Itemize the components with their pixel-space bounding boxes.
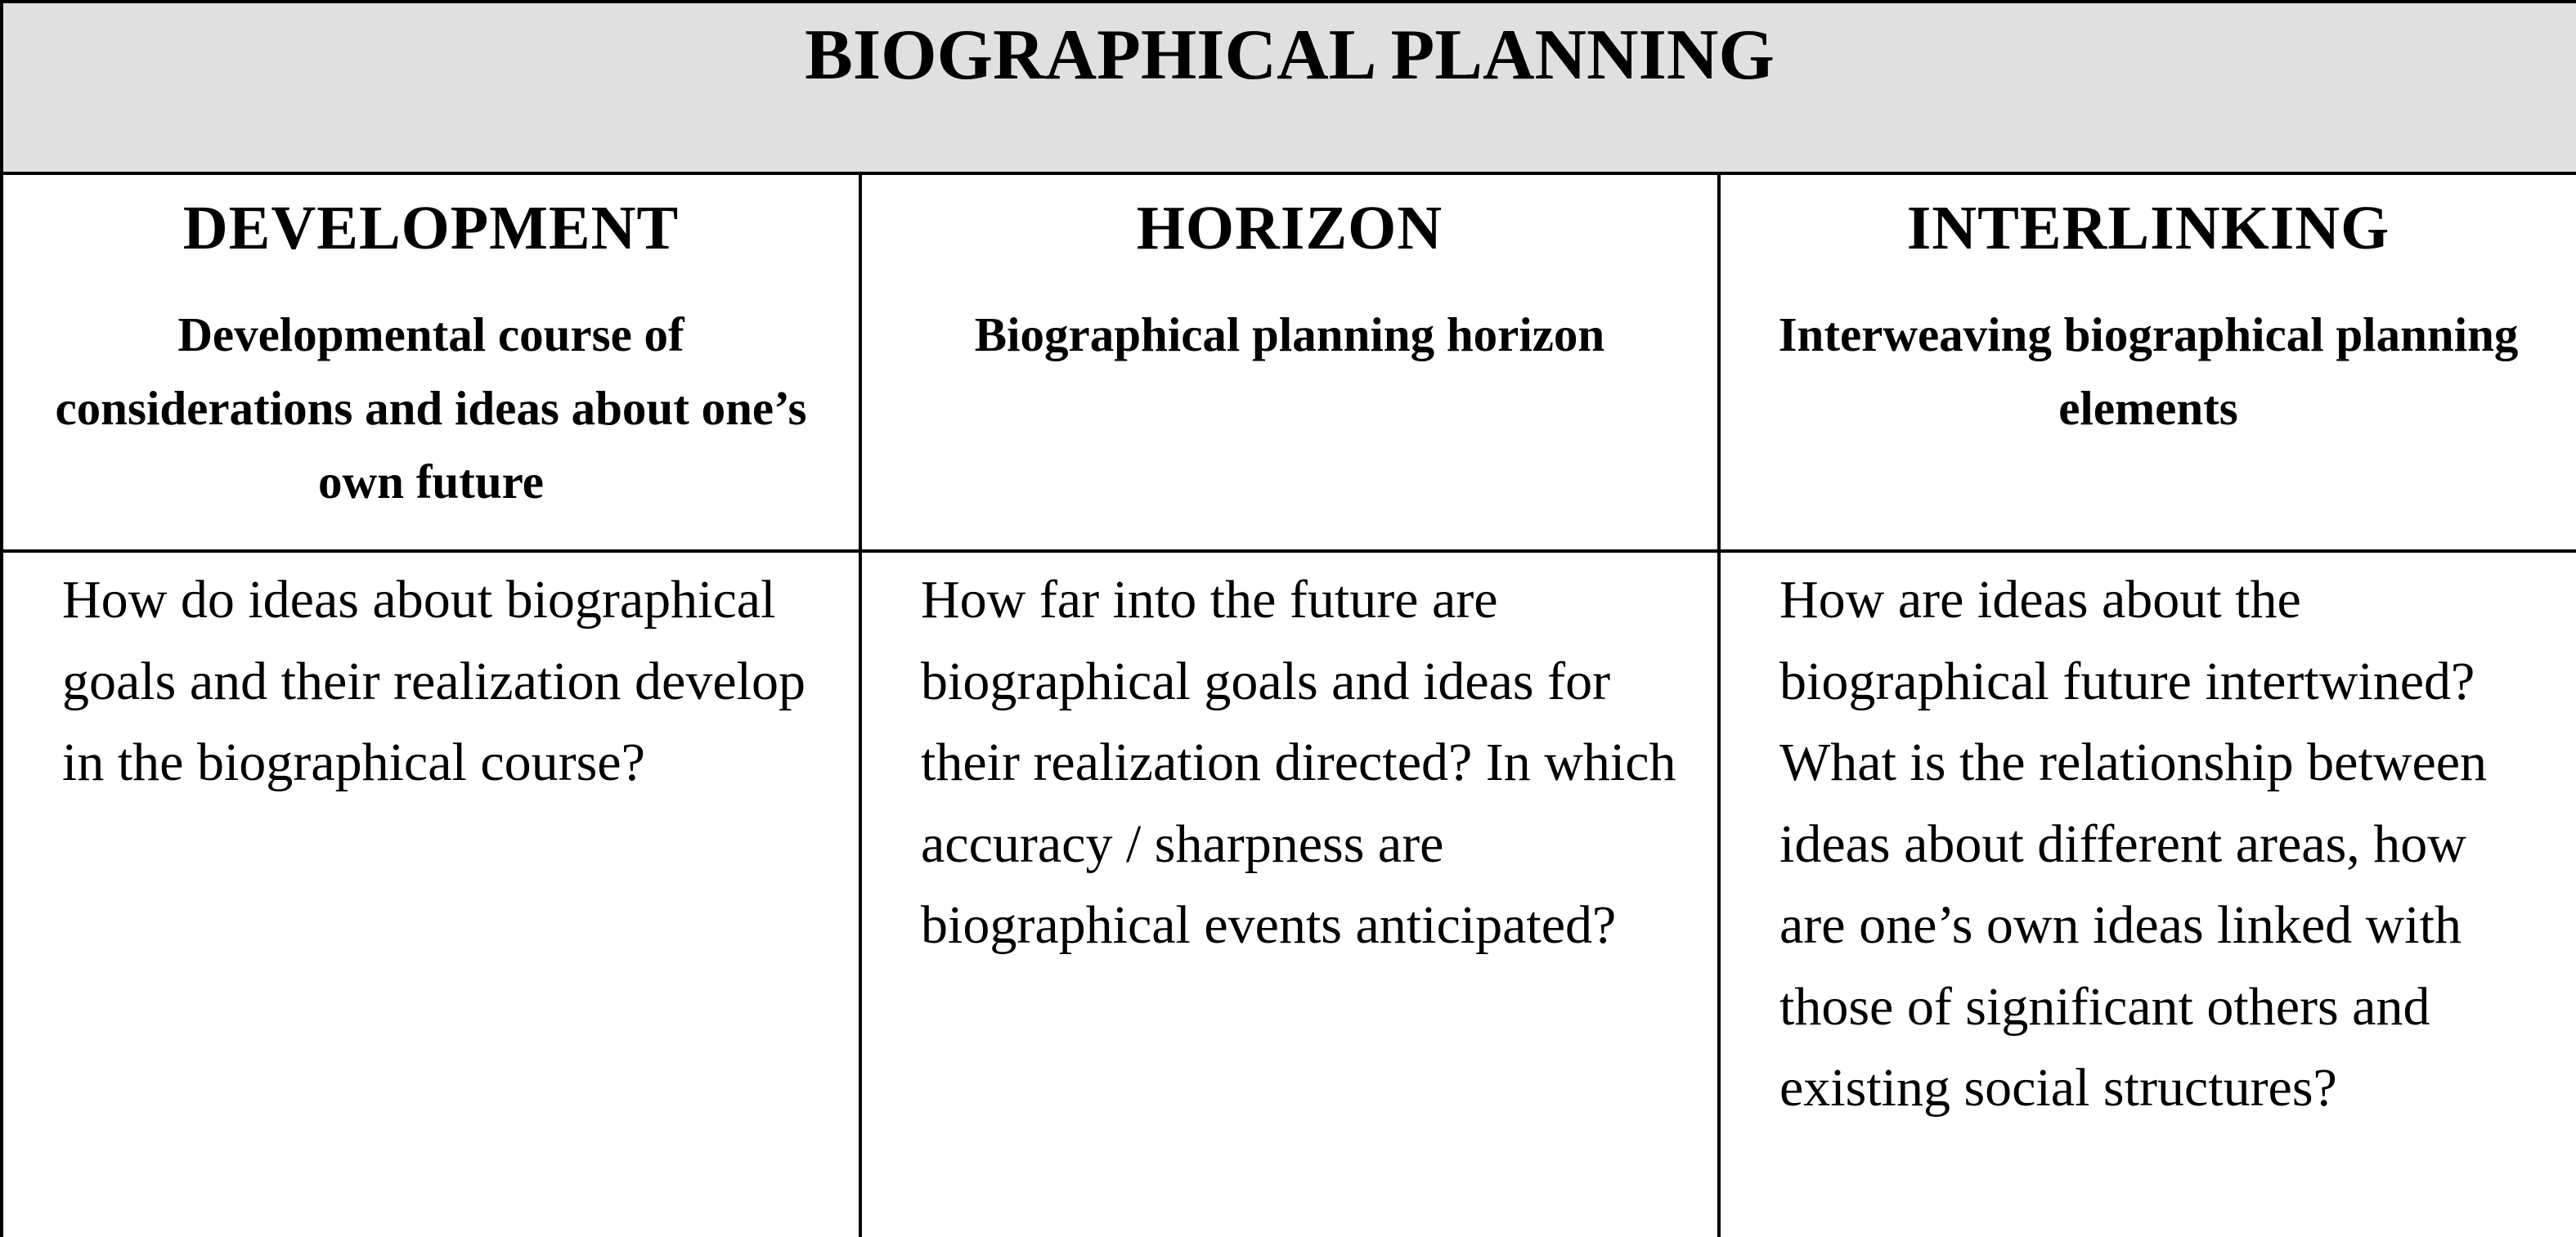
column-heading: HORIZON [1136,194,1443,262]
header-cell-interlinking [1719,173,2576,551]
title-row [2,2,2576,173]
question-cell-development: How do ideas about biographical goals and their realization develop in the biographical course? [2,551,860,1237]
header-row [2,173,2576,551]
header-cell-horizon [860,173,1719,551]
question-cell-interlinking: How are ideas about the biographical future intertwined? What is the relationship between ideas about different areas, how are one’s own ideas linked with those of significant others and existing social structures? [1719,551,2576,1237]
header-cell-development [2,173,860,551]
column-subheading: Developmental course of considerations and ideas about one’s own future [55,307,807,509]
question-row [2,551,2576,1237]
column-subheading: Biographical planning horizon [974,307,1605,361]
question-cell-horizon: How far into the future are biographical goals and ideas for their realization directed? In which accuracy / sharpness are biographical events anticipated? [860,551,1719,1237]
column-subheading: Interweaving biographical planning elements [1778,307,2519,435]
column-heading: DEVELOPMENT [182,194,680,262]
column-heading: INTERLINKING [1906,194,2390,262]
table-title: BIOGRAPHICAL PLANNING [2,2,2576,173]
